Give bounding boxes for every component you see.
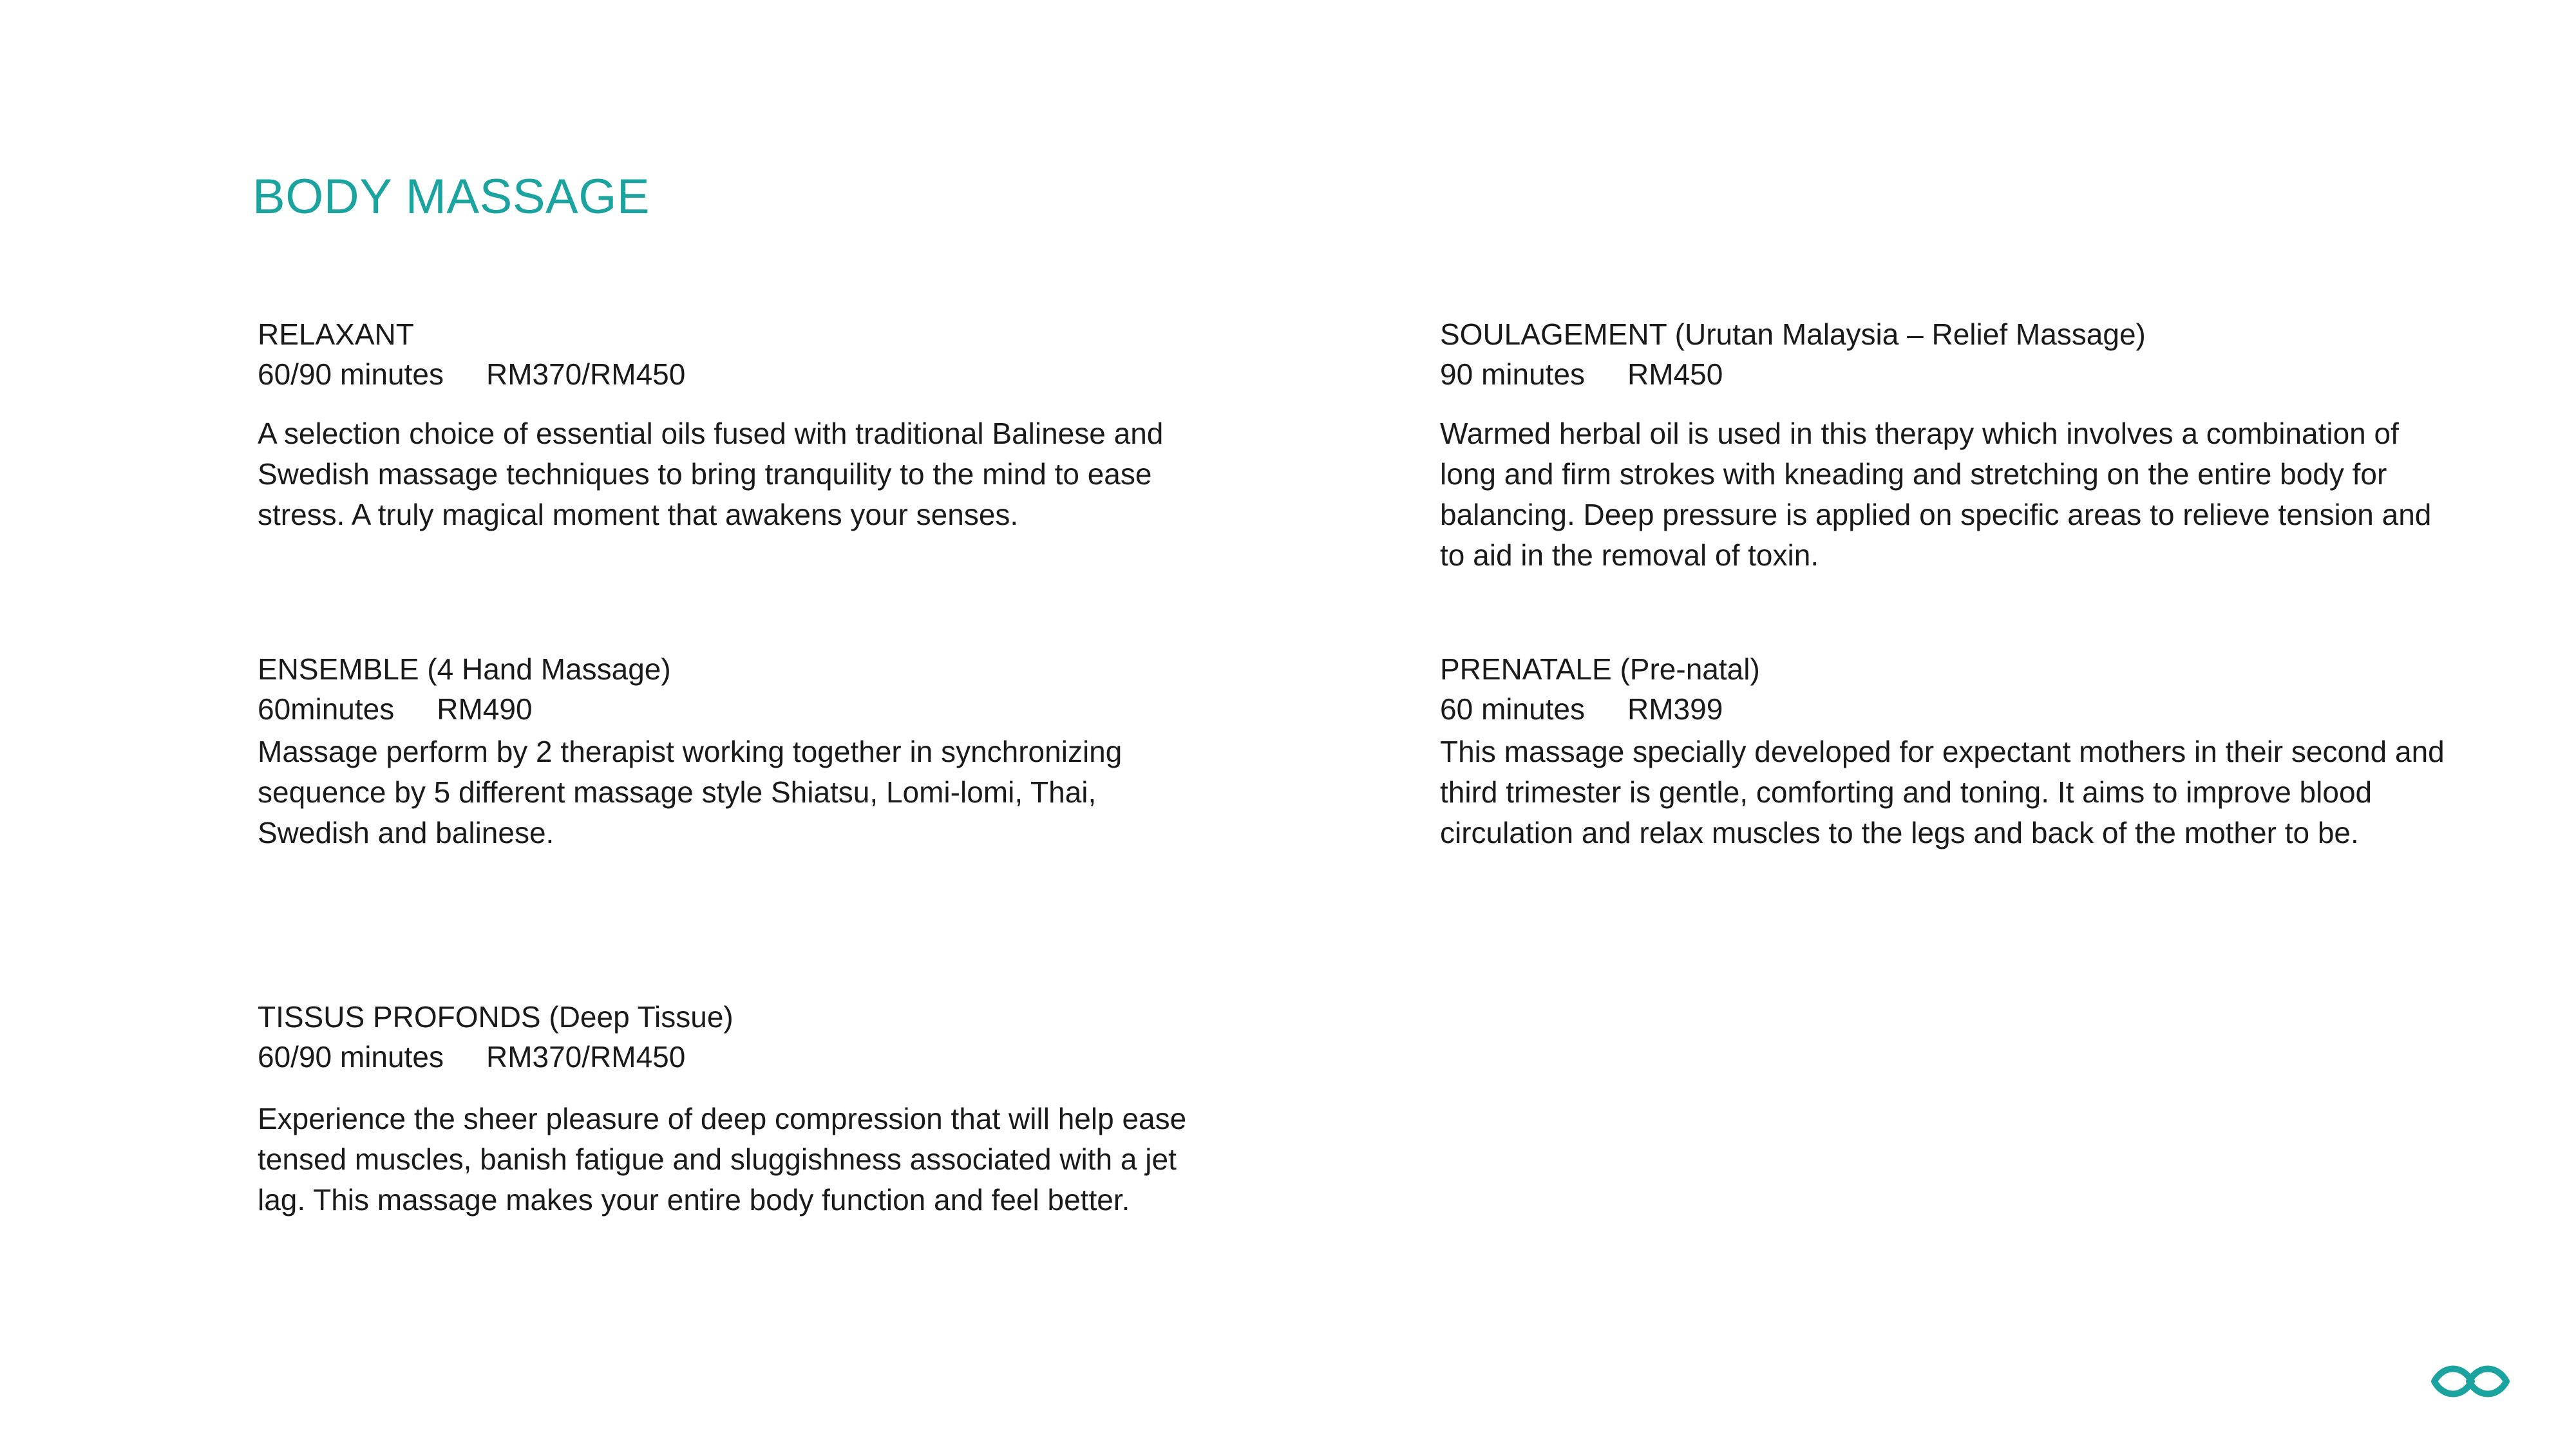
treatment-title: PRENATALE (Pre-natal) [1440,652,1760,686]
treatment-description: Experience the sheer pleasure of deep compression that will help ease tensed muscles, banish fatigue and sluggishness associated with a jet lag. This massage makes your entire body function and feel better. [258,1102,1187,1217]
treatment-duration: 60/90 minutes [258,1040,444,1074]
treatment-meta [258,1037,1211,1077]
page-title: BODY MASSAGE [252,169,650,224]
treatment-price: RM490 [437,692,533,726]
treatment-meta [258,689,1211,729]
treatment-title: SOULAGEMENT (Urutan Malaysia – Relief Massage) [1440,317,2146,351]
treatment-meta [1440,354,2445,394]
treatment-soulagement [1440,314,2445,576]
treatment-meta [258,354,1211,394]
treatment-title: TISSUS PROFONDS (Deep Tissue) [258,1000,734,1034]
treatment-title: RELAXANT [258,317,414,351]
treatment-tissus-profonds [258,997,1211,1220]
treatment-description: A selection choice of essential oils fused with traditional Balinese and Swedish massage techniques to bring tranquility to the mind to ease stress. A truly magical moment that awakens your senses. [258,417,1164,531]
treatment-description: Warmed herbal oil is used in this therapy which involves a combination of long and firm strokes with kneading and stretching on the entire body for balancing. Deep pressure is applied on specific areas to relieve tension and to aid in the removal of toxin. [1440,417,2432,572]
treatment-duration: 90 minutes [1440,357,1586,391]
treatment-duration: 60minutes [258,692,395,726]
treatment-meta [1440,689,2445,729]
treatment-duration: 60 minutes [1440,692,1586,726]
treatment-price: RM370/RM450 [486,357,686,391]
treatment-prenatale [1440,649,2445,853]
treatment-description: This massage specially developed for expectant mothers in their second and third trimester is gentle, comforting and toning. It aims to improve blood circulation and relax muscles to the legs and back of the mother to be. [1440,735,2445,849]
treatment-price: RM450 [1627,357,1723,391]
interlocking-rings-logo-icon [2429,1356,2512,1407]
treatment-duration: 60/90 minutes [258,357,444,391]
treatment-title: ENSEMBLE (4 Hand Massage) [258,652,671,686]
treatment-description: Massage perform by 2 therapist working together in synchronizing sequence by 5 different massage style Shiatsu, Lomi-lomi, Thai, Swedish and balinese. [258,735,1122,849]
treatment-price: RM370/RM450 [486,1040,686,1074]
treatment-price: RM399 [1627,692,1723,726]
treatment-relaxant [258,314,1211,535]
treatment-ensemble [258,649,1211,853]
